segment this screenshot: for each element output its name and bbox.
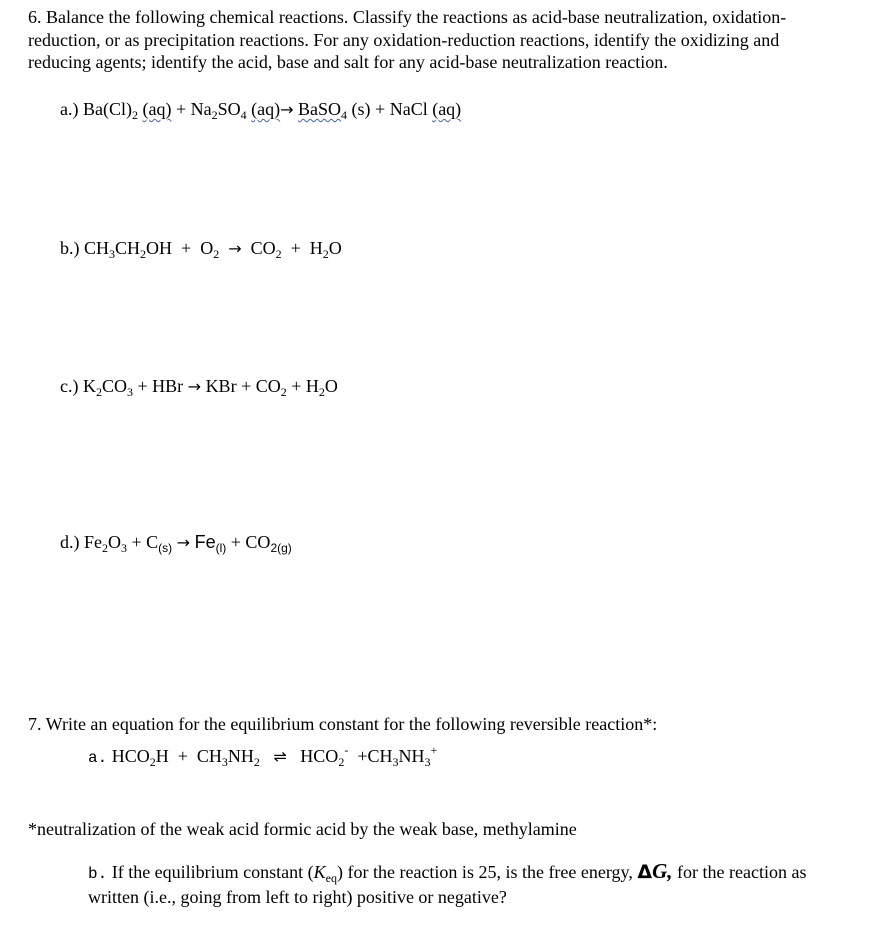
plus-sign: +	[290, 238, 301, 258]
product-part: NH	[398, 746, 425, 766]
question-7-text: 7. Write an equation for the equilibrium constant for the following reversible reaction*:	[28, 714, 658, 734]
plus-sign: +	[137, 376, 148, 396]
question-text: for the reaction as written (i.e., going from left to right) positive or negative?	[88, 862, 807, 907]
subscript: 3	[392, 755, 399, 769]
product: NaCl	[389, 99, 428, 119]
plus-sign: +	[357, 746, 368, 766]
subscript: 3	[121, 541, 127, 555]
product-part: O	[328, 238, 342, 258]
reactant: K	[82, 376, 96, 396]
superscript: +	[430, 743, 438, 757]
reaction-arrow: →	[187, 377, 202, 396]
reactant: Fe	[84, 532, 102, 552]
equilibrium-arrow: ⇌	[273, 747, 287, 766]
reactant-part: CH	[115, 238, 141, 258]
question-text: If the equilibrium constant (	[111, 862, 314, 882]
subscript: 3	[424, 755, 431, 769]
plus-sign: +	[131, 532, 142, 552]
product: CH	[367, 746, 393, 766]
g-symbol: G,	[652, 859, 673, 883]
question-7b	[88, 860, 808, 909]
subscript: 2	[149, 755, 156, 769]
product: KBr	[205, 376, 237, 396]
reactant: HCO	[111, 746, 150, 766]
product: CO	[255, 376, 281, 396]
subscript: 3	[221, 755, 228, 769]
reactant: HBr	[152, 376, 184, 396]
product-part: O	[324, 376, 338, 396]
reactant-part: SO	[217, 99, 241, 119]
item-label: c.)	[60, 376, 79, 396]
plus-sign: +	[181, 238, 192, 258]
product: CO	[245, 532, 271, 552]
state-label: (aq)	[251, 99, 281, 119]
product: Fe	[194, 532, 216, 552]
reactant-part: OH	[146, 238, 173, 258]
reaction-6a	[60, 98, 461, 121]
subscript: 2	[280, 385, 287, 399]
reactant-part: H	[155, 746, 169, 766]
superscript: -	[344, 743, 349, 757]
state-label: (s)	[351, 99, 371, 119]
state-label: (aq)	[142, 99, 172, 119]
item-label: b.)	[60, 238, 80, 258]
subscript: 2	[140, 247, 147, 261]
question-text: ) for the reaction is 25, is the free energy,	[337, 862, 633, 882]
subscript: 2	[131, 108, 138, 122]
subscript: 2	[213, 247, 220, 261]
item-label: a.)	[60, 99, 79, 119]
subscript: 2	[211, 108, 218, 122]
item-label: b.	[88, 865, 108, 883]
question-6-text: 6. Balance the following chemical reactions. Classify the reactions as acid-base neutralization, oxidation-reduction, or as precipitation reactions. For any oxidation-reduction reactions, identify the oxidizing and reducing agents; identify the acid, base and salt for any acid-base neutralization reaction.	[28, 7, 787, 72]
reactant: O	[200, 238, 214, 258]
delta-symbol: Δ	[637, 861, 653, 883]
reactant: CH	[84, 238, 110, 258]
state-subscript: (s)	[158, 541, 173, 555]
plus-sign: +	[375, 99, 386, 119]
reactant-part: O	[108, 532, 121, 552]
subscript: 2	[253, 755, 260, 769]
state-subscript: 2(g)	[270, 541, 292, 555]
keq-symbol: K	[313, 862, 326, 882]
subscript: 3	[109, 247, 116, 261]
item-label: d.)	[60, 532, 80, 552]
plus-sign: +	[177, 746, 188, 766]
product: H	[309, 238, 323, 258]
product: CO	[250, 238, 276, 258]
subscript: 4	[341, 108, 348, 122]
reactant-part: CO	[101, 376, 127, 396]
reactant: CH	[196, 746, 222, 766]
reactant: Na	[190, 99, 212, 119]
reactant-part: NH	[227, 746, 254, 766]
product: BaSO	[298, 99, 342, 119]
reactant: Ba(Cl)	[82, 99, 132, 119]
subscript: 4	[240, 108, 247, 122]
reaction-6d	[60, 531, 292, 554]
subscript: 2	[102, 541, 108, 555]
subscript: 3	[127, 385, 133, 399]
subscript: 2	[322, 247, 329, 261]
product: H	[305, 376, 319, 396]
product: HCO	[300, 746, 339, 766]
plus-sign: +	[230, 532, 241, 552]
reaction-arrow: →	[176, 533, 191, 552]
reaction-arrow: →	[280, 100, 294, 119]
plus-sign: +	[291, 376, 302, 396]
footnote: *neutralization of the weak acid formic acid by the weak base, methylamine	[28, 819, 577, 839]
plus-sign: +	[241, 376, 252, 396]
plus-sign: +	[175, 99, 187, 119]
state-label: (aq)	[432, 99, 462, 119]
subscript: 2	[338, 755, 345, 769]
subscript: 2	[95, 385, 102, 399]
state-subscript: (l)	[215, 541, 227, 555]
reaction-arrow: →	[228, 239, 242, 258]
keq-subscript: eq	[325, 871, 337, 885]
subscript: 2	[318, 385, 325, 399]
reaction-7a	[88, 745, 437, 769]
reaction-6c	[60, 375, 338, 398]
reaction-6b	[60, 237, 342, 260]
subscript: 2	[275, 247, 282, 261]
reactant: C	[146, 532, 159, 552]
item-label: a.	[88, 749, 108, 767]
